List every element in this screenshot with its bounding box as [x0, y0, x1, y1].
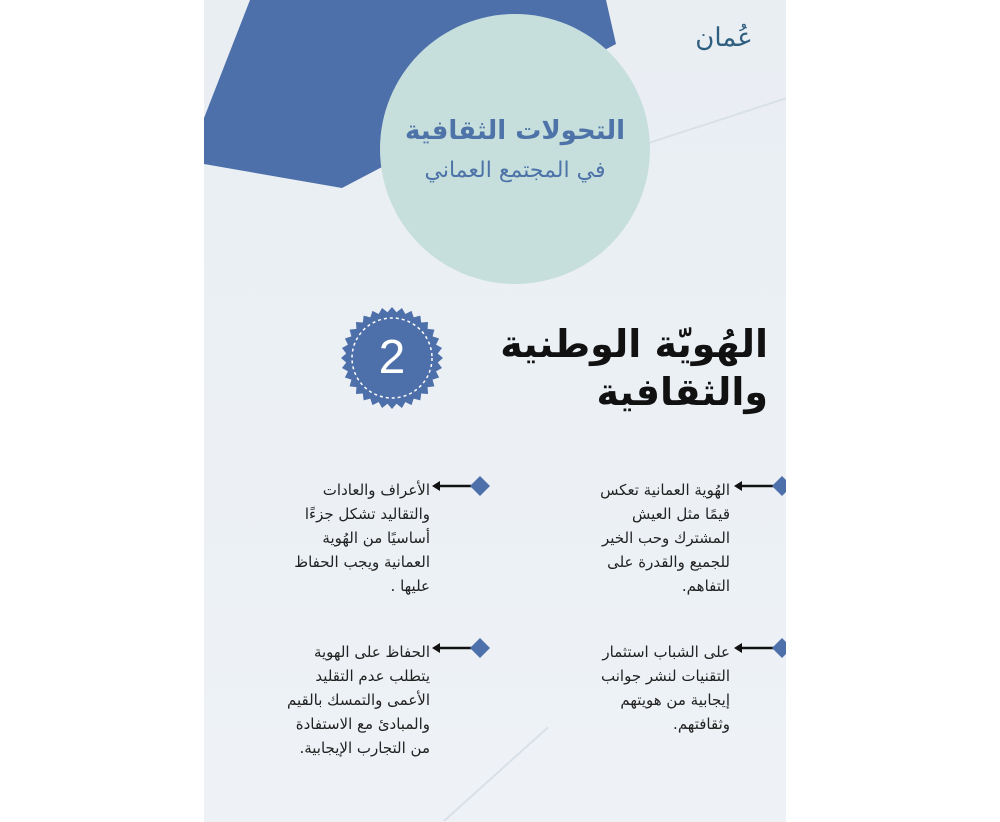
- headline-line-1: الهُويّة الوطنية: [500, 322, 768, 366]
- main-subtitle: في المجتمع العماني: [424, 158, 606, 183]
- point-item: [584, 474, 784, 614]
- arrow-diamond-icon: [734, 474, 786, 498]
- point-item: [284, 636, 484, 806]
- point-item: [584, 636, 784, 756]
- headline-line-2: والثقافية: [596, 370, 768, 414]
- title-circle: [380, 14, 650, 284]
- point-text: الحفاظ على الهوية يتطلب عدم التقليد الأعمى والتمسك بالقيم والمبادئ مع الاستفادة من التجارب الإيجابية.: [287, 643, 430, 757]
- arrow-diamond-icon: [734, 636, 786, 660]
- oman-newspaper-logo: عُمان: [695, 23, 753, 53]
- point-text: الهُوية العمانية تعكس قيمًا مثل العيش المشترك وحب الخير للجميع والقدرة على التفاهم.: [600, 481, 730, 595]
- main-title: التحولات الثقافية: [404, 116, 626, 146]
- section-number: 2: [378, 331, 406, 384]
- arrow-diamond-icon: [432, 474, 492, 498]
- point-item: [284, 474, 484, 614]
- point-text: الأعراف والعادات والتقاليد تشكل جزءًا أساسيًا من الهُوية العمانية ويجب الحفاظ عليها .: [294, 481, 430, 595]
- point-text: على الشباب استثمار التقنيات لنشر جوانب إيجابية من هويتهم وثقافتهم.: [601, 643, 730, 733]
- arrow-diamond-icon: [432, 636, 492, 660]
- infographic-card: [204, 0, 786, 822]
- section-headline: [448, 320, 768, 416]
